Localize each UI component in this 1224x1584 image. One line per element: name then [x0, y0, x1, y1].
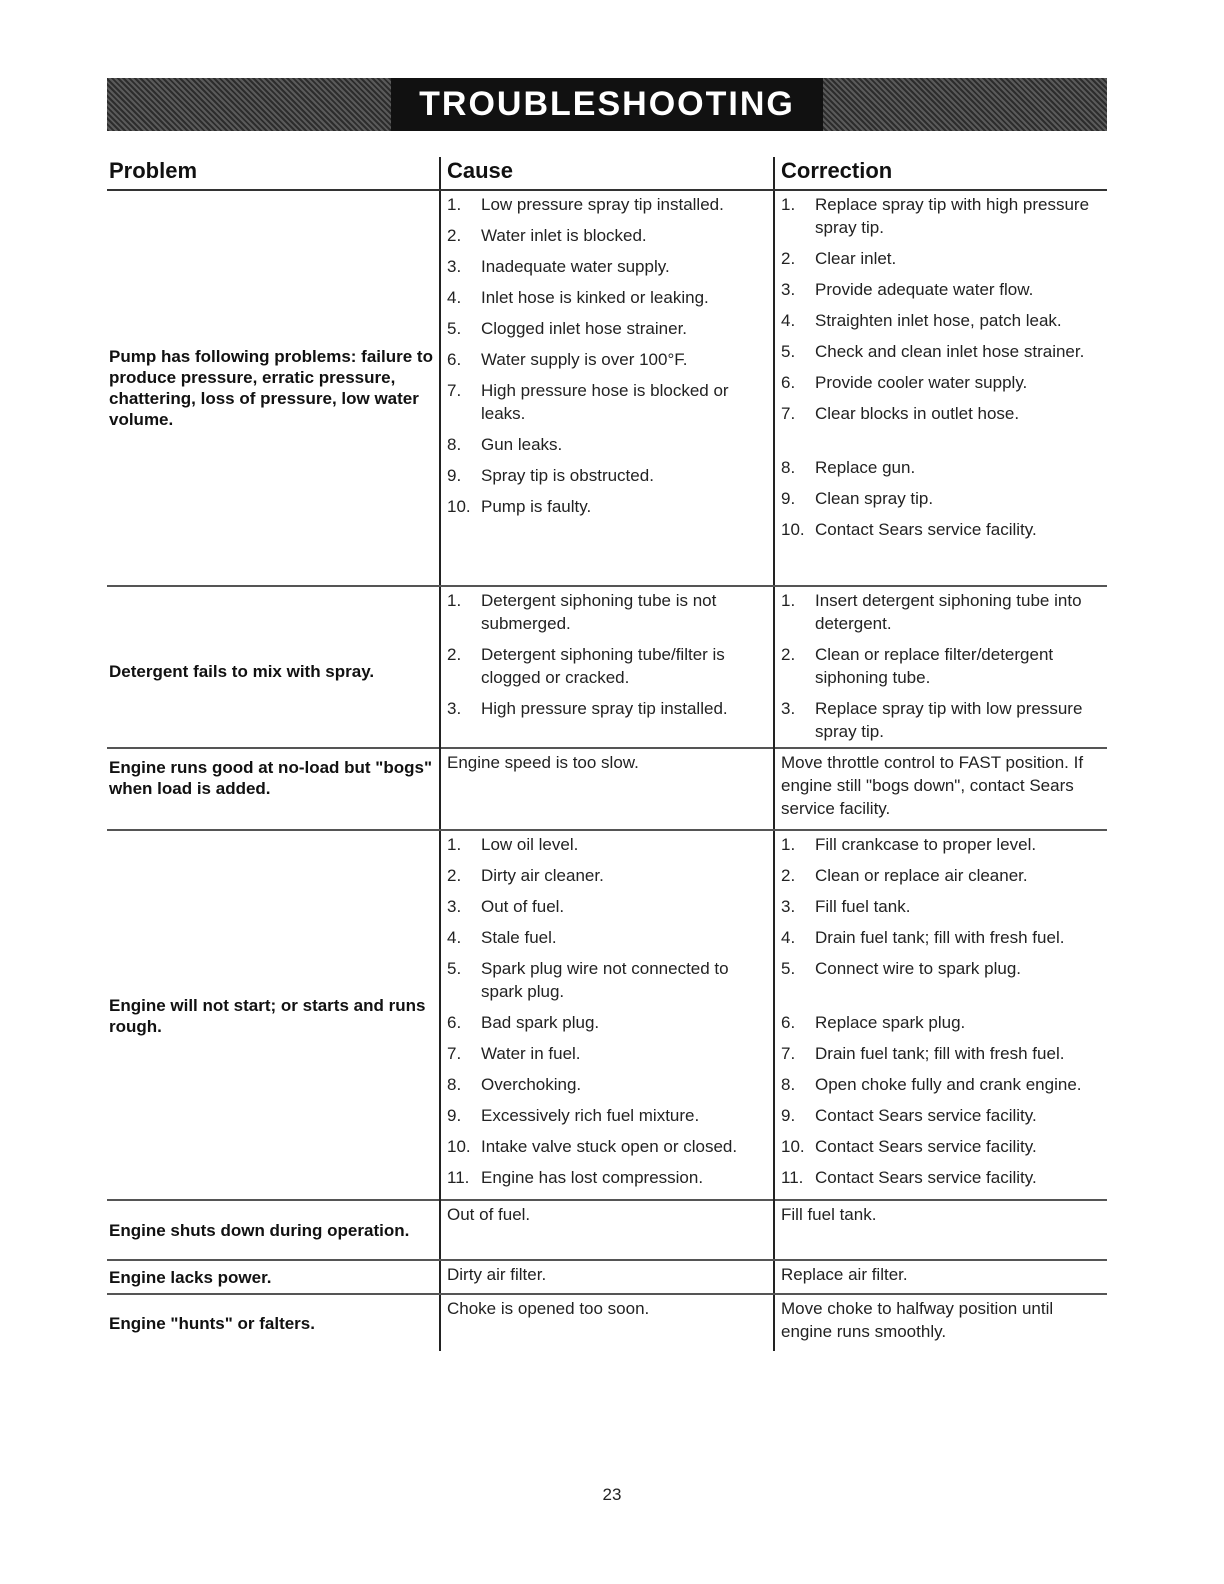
- table-header: [107, 157, 1107, 191]
- cause-text: Dirty air filter.: [447, 1265, 547, 1284]
- list-item: 9. Excessively rich fuel mixture.: [447, 1106, 700, 1125]
- list-item: 8. Overchoking.: [447, 1075, 582, 1094]
- correction-cell: [773, 1201, 1107, 1259]
- problem-cell: Detergent fails to mix with spray.: [109, 661, 375, 681]
- list-item: 6. Provide cooler water supply.: [781, 373, 1028, 392]
- list-item: 4. Stale fuel.: [447, 928, 557, 947]
- correction-cell: [773, 587, 1107, 755]
- list-item: 3. Replace spray tip with low pressure spray tip.: [781, 699, 1083, 741]
- list-item: 8. Gun leaks.: [447, 435, 563, 454]
- list-item: 5. Clogged inlet hose strainer.: [447, 319, 688, 338]
- list-item: 3. Fill fuel tank.: [781, 897, 911, 916]
- table-row: [107, 749, 1107, 831]
- troubleshooting-table: [107, 157, 1107, 1351]
- list-item: 2. Clean or replace filter/detergent siphoning tube.: [781, 645, 1054, 687]
- list-item: 9. Contact Sears service facility.: [781, 1106, 1037, 1125]
- list-item: 4. Drain fuel tank; fill with fresh fuel.: [781, 928, 1065, 947]
- header-problem: Problem: [109, 158, 198, 183]
- list-item: 11. Contact Sears service facility.: [781, 1168, 1037, 1187]
- list-item: 1. Low oil level.: [447, 835, 579, 854]
- list-item: 3. Inadequate water supply.: [447, 257, 670, 276]
- list-item: 10. Intake valve stuck open or closed.: [447, 1137, 738, 1156]
- list-item: 4. Inlet hose is kinked or leaking.: [447, 288, 709, 307]
- list-item: 2. Clear inlet.: [781, 249, 897, 268]
- problem-cell: Engine shuts down during operation.: [109, 1220, 410, 1240]
- list-item: 1. Low pressure spray tip installed.: [447, 195, 724, 214]
- list-item: 4. Straighten inlet hose, patch leak.: [781, 311, 1062, 330]
- page-number: 23: [602, 1485, 622, 1504]
- list-item: 10. Contact Sears service facility.: [781, 520, 1037, 539]
- table-row: [107, 587, 1107, 749]
- correction-cell: [773, 749, 1107, 829]
- cause-cell: [439, 1201, 773, 1259]
- problem-cell: Engine will not start; or starts and runs rough.: [109, 996, 426, 1036]
- list-item: 5. Check and clean inlet hose strainer.: [781, 342, 1085, 361]
- list-item: 5. Connect wire to spark plug.: [781, 959, 1021, 978]
- list-item: 3. Provide adequate water flow.: [781, 280, 1034, 299]
- problem-cell: Engine lacks power.: [109, 1267, 272, 1287]
- list-item: 1. Fill crankcase to proper level.: [781, 835, 1037, 854]
- cause-cell: [439, 1295, 773, 1351]
- list-item: 10. Contact Sears service facility.: [781, 1137, 1037, 1156]
- title-banner: [107, 78, 1107, 131]
- cause-cell: [439, 587, 773, 755]
- cause-cell: [439, 831, 773, 1201]
- list-item: 7. Water in fuel.: [447, 1044, 581, 1063]
- header-cause: Cause: [439, 157, 773, 189]
- correction-cell: [773, 1295, 1107, 1351]
- correction-text: Replace air filter.: [781, 1265, 908, 1284]
- table-row: [107, 1201, 1107, 1261]
- cause-text: Out of fuel.: [447, 1205, 531, 1224]
- list-item: 6. Water supply is over 100°F.: [447, 350, 688, 369]
- correction-cell: [773, 1261, 1107, 1293]
- problem-cell: Pump has following problems: failure to produce pressure, erratic pressure, chattering, loss of pressure, low water volume.: [109, 347, 433, 429]
- cause-text: Engine speed is too slow.: [447, 753, 639, 772]
- list-item: 7. Clear blocks in outlet hose.: [781, 404, 1020, 423]
- problem-cell: Engine "hunts" or falters.: [109, 1313, 315, 1333]
- list-item: 2. Dirty air cleaner.: [447, 866, 604, 885]
- correction-text: Fill fuel tank.: [781, 1205, 877, 1224]
- page-title: TROUBLESHOOTING: [419, 85, 795, 123]
- list-item: 2. Water inlet is blocked.: [447, 226, 647, 245]
- cause-cell: [439, 1261, 773, 1293]
- table-row: [107, 1261, 1107, 1295]
- cause-text: Choke is opened too soon.: [447, 1299, 650, 1318]
- correction-cell: [773, 191, 1107, 585]
- correction-text: Move choke to halfway position until engine runs smoothly.: [781, 1299, 1054, 1341]
- list-item: 3. High pressure spray tip installed.: [447, 699, 728, 718]
- table-row: [107, 831, 1107, 1201]
- list-item: 6. Replace spark plug.: [781, 1013, 966, 1032]
- list-item: 8. Replace gun.: [781, 458, 916, 477]
- title-box: [391, 78, 823, 131]
- list-item: 9. Clean spray tip.: [781, 489, 934, 508]
- list-item: 2. Detergent siphoning tube/filter is clogged or cracked.: [447, 645, 725, 687]
- list-item: 8. Open choke fully and crank engine.: [781, 1075, 1082, 1094]
- list-item: 5. Spark plug wire not connected to spark plug.: [447, 959, 729, 1001]
- cause-cell: [439, 191, 773, 585]
- list-item: 7. Drain fuel tank; fill with fresh fuel.: [781, 1044, 1065, 1063]
- list-item: 10. Pump is faulty.: [447, 497, 592, 516]
- problem-cell: Engine runs good at no-load but "bogs" when load is added.: [109, 758, 433, 798]
- list-item: 9. Spray tip is obstructed.: [447, 466, 654, 485]
- cause-cell: [439, 749, 773, 829]
- table-row: [107, 1295, 1107, 1351]
- correction-text: Move throttle control to FAST position. If engine still "bogs down", contact Sears service facility.: [781, 753, 1084, 818]
- list-item: 1. Insert detergent siphoning tube into detergent.: [781, 591, 1082, 633]
- list-item: 1. Detergent siphoning tube is not submerged.: [447, 591, 717, 633]
- list-item: 1. Replace spray tip with high pressure spray tip.: [781, 195, 1090, 237]
- header-correction: Correction: [773, 157, 1107, 189]
- list-item: 11. Engine has lost compression.: [447, 1168, 704, 1187]
- correction-cell: [773, 831, 1107, 1201]
- table-row: [107, 191, 1107, 587]
- list-item: 7. High pressure hose is blocked or leaks.: [447, 381, 729, 423]
- list-item: 6. Bad spark plug.: [447, 1013, 600, 1032]
- list-item: 2. Clean or replace air cleaner.: [781, 866, 1028, 885]
- list-item: 3. Out of fuel.: [447, 897, 565, 916]
